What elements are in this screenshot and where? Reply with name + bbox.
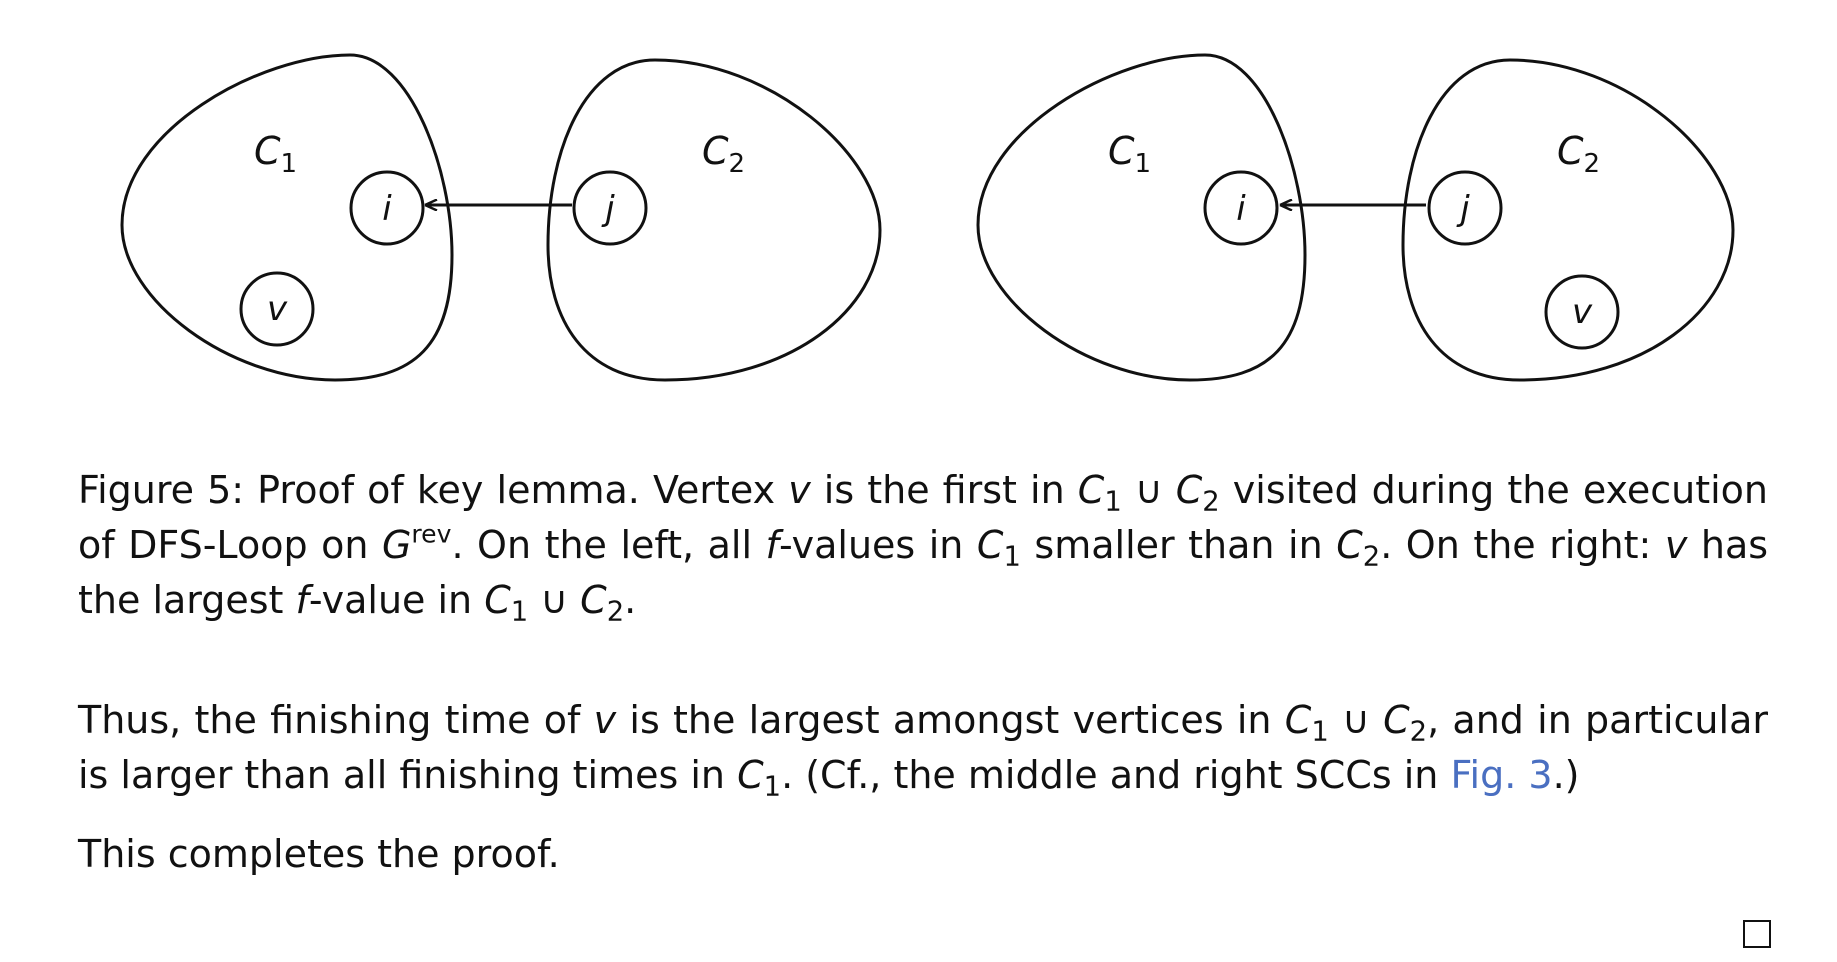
right-c2-label: $C_2$ <box>1557 129 1601 179</box>
left-panel <box>122 55 880 380</box>
right-panel <box>978 55 1733 380</box>
fig-3-link[interactable]: Fig. 3 <box>1450 753 1553 797</box>
qed-square-icon <box>1743 920 1771 948</box>
left-c2-label: $C_2$ <box>702 129 746 179</box>
right-c1-label: $C_1$ <box>1108 129 1152 179</box>
figure-caption: Figure 5: Proof of key lemma. Vertex v is the first in $C_1$ ∪ $C_2$ visited during the execution of DFS-Loop on $G^{rev}$. On the left, all f-values in $C_1$ smaller than in $C_2$. On the right: v has the largest f-value in $C_1$ ∪ $C_2$. <box>78 468 1769 628</box>
right-node-i <box>1205 172 1277 244</box>
body-paragraph-conclusion: This completes the proof. <box>78 832 560 876</box>
right-node-v <box>1546 276 1618 348</box>
left-node-v <box>241 273 313 345</box>
svg-text:j: j <box>605 189 615 229</box>
svg-text:v: v <box>266 289 288 329</box>
svg-text:i: i <box>382 189 392 229</box>
right-node-j <box>1429 172 1501 244</box>
svg-text:j: j <box>1460 189 1470 229</box>
left-node-j <box>574 172 646 244</box>
scc-diagram-figure <box>0 0 1837 420</box>
left-node-i <box>351 172 423 244</box>
left-c1-label: $C_1$ <box>254 129 298 179</box>
body-paragraph-finishing-time: Thus, the finishing time of v is the largest amongst vertices in $C_1$ ∪ $C_2$, and in particular is larger than all finishing times in $C_1$. (Cf., the middle and right SCCs in Fig. 3.) <box>78 698 1768 803</box>
svg-text:i: i <box>1236 189 1246 229</box>
svg-text:v: v <box>1571 292 1593 332</box>
